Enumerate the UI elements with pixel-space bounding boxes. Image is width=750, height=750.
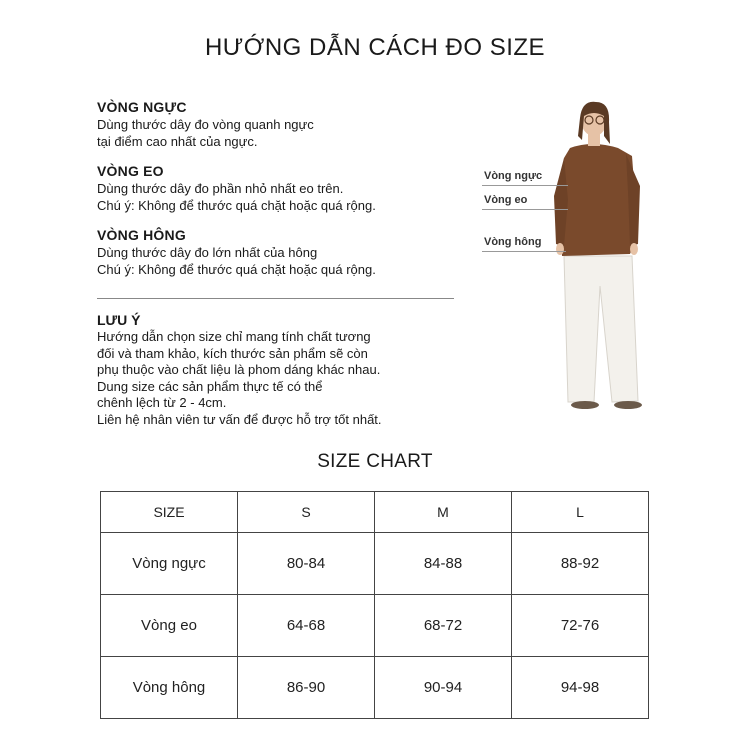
table-cell: 88-92 <box>512 533 649 595</box>
table-cell: 64-68 <box>238 595 375 657</box>
table-header-row <box>101 492 649 533</box>
table-cell: 68-72 <box>375 595 512 657</box>
model-illustration <box>482 96 662 418</box>
hip-guide-line <box>482 251 566 252</box>
table-cell: 84-88 <box>375 533 512 595</box>
table-row <box>101 595 649 657</box>
table-cell: 90-94 <box>375 657 512 719</box>
section-chest <box>97 98 467 150</box>
note-line: Liên hệ nhân viên tư vấn để được hỗ trợ tốt nhất. <box>97 411 382 427</box>
waist-label: Vòng eo <box>484 194 528 206</box>
waist-guide-line <box>482 209 568 210</box>
table-cell: 94-98 <box>512 657 649 719</box>
table-row <box>101 533 649 595</box>
section-line: Dùng thước dây đo vòng quanh ngực <box>97 117 314 132</box>
size-chart-title: SIZE CHART <box>317 451 433 472</box>
section-hip <box>97 226 467 278</box>
row-label: Vòng ngực <box>101 533 238 595</box>
section-waist <box>97 162 467 214</box>
measurement-guide <box>97 98 467 290</box>
row-label: Vòng hông <box>101 657 238 719</box>
note-line: chênh lệch từ 2 - 4cm. <box>97 395 227 410</box>
table-cell: 72-76 <box>512 595 649 657</box>
section-line: Chú ý: Không để thước quá chặt hoặc quá rộng. <box>97 262 376 277</box>
chest-label: Vòng ngực <box>484 170 543 182</box>
note-line: Dung size các sản phẩm thực tế có thể <box>97 378 323 394</box>
table-cell: 86-90 <box>238 657 375 719</box>
note-line: Hướng dẫn chọn size chỉ mang tính chất tương <box>97 329 371 344</box>
table-row <box>101 657 649 719</box>
note-line: phụ thuộc vào chất liệu là phom dáng khác nhau. <box>97 362 381 377</box>
header-cell: SIZE <box>101 492 238 533</box>
model-figure <box>482 96 662 418</box>
section-line: Chú ý: Không để thước quá chặt hoặc quá rộng. <box>97 198 376 213</box>
chest-guide-line <box>482 185 568 186</box>
table-cell: 80-84 <box>238 533 375 595</box>
page-title: HƯỚNG DẪN CÁCH ĐO SIZE <box>204 34 546 61</box>
section-heading: VÒNG HÔNG <box>97 227 186 243</box>
size-chart-table <box>100 491 649 719</box>
note-line: đối và tham khảo, kích thước sản phẩm sẽ còn <box>97 345 368 361</box>
header-cell: S <box>238 492 375 533</box>
section-line: Dùng thước dây đo lớn nhất của hông <box>97 245 318 260</box>
note-heading: LƯU Ý <box>97 312 141 328</box>
section-heading: VÒNG NGỰC <box>97 99 187 115</box>
section-heading: VÒNG EO <box>97 163 164 179</box>
section-line: Dùng thước dây đo phần nhỏ nhất eo trên. <box>97 181 344 196</box>
divider <box>97 298 454 299</box>
section-line: tại điểm cao nhất của ngực. <box>97 134 258 149</box>
header-cell: L <box>512 492 649 533</box>
note-section <box>97 311 447 428</box>
row-label: Vòng eo <box>101 595 238 657</box>
hip-label: Vòng hông <box>484 236 542 248</box>
header-cell: M <box>375 492 512 533</box>
